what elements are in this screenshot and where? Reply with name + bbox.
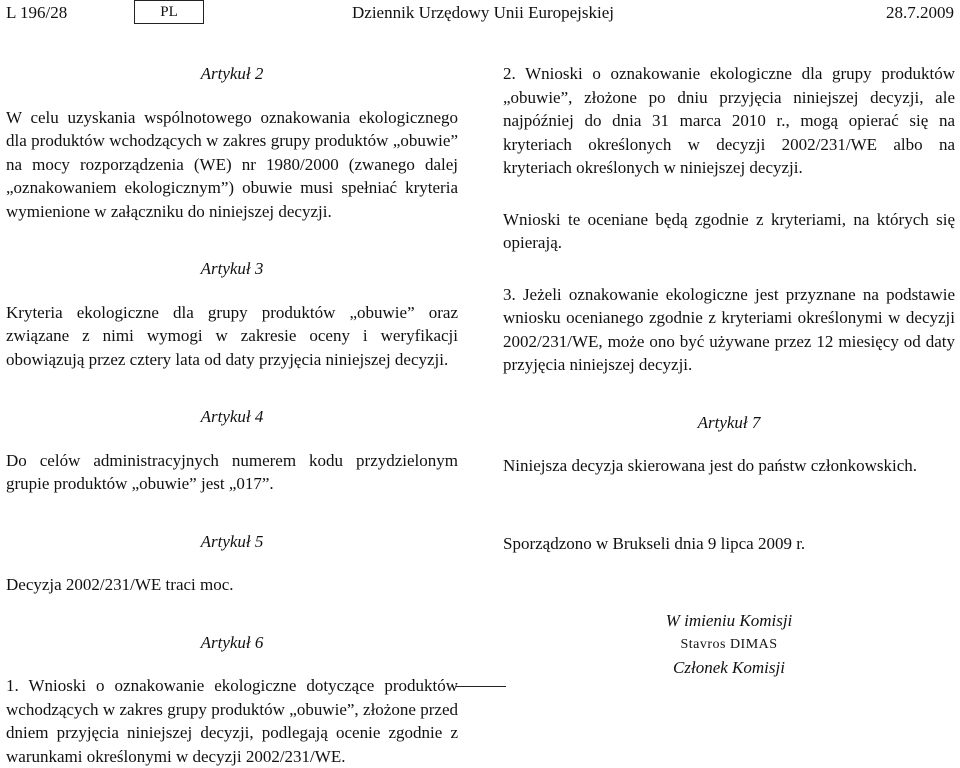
signatory-role: Członek Komisji [673, 658, 785, 677]
issue-date: 28.7.2009 [886, 3, 954, 22]
article-2-text: W celu uzyskania wspólnotowego oznakowania ekologicznego dla produktów wchodzących w zakres grupy produktów „obuwie” na mocy rozporządzenia (WE) nr 1980/2000 (zwanego dalej „oznakowaniem ekologicznym”) obuwie musi spełniać kryteria wymienione w załączniku do niniejszej decyzji. [6, 107, 458, 221]
article-6-title: Artykuł 6 [200, 632, 264, 652]
article-2-title: Artykuł 2 [200, 64, 264, 83]
page-header [0, 0, 960, 26]
article-4-text: Do celów administracyjnych numerem kodu przydzielonym grupie produktów „obuwie” jest „017”. [6, 450, 458, 493]
left-column [6, 62, 458, 768]
right-column [503, 62, 955, 680]
page-reference: L 196/28 [6, 3, 68, 22]
article-7-text: Niniejsza decyzja skierowana jest do państw członkowskich. [503, 456, 918, 475]
journal-title: Dziennik Urzędowy Unii Europejskiej [352, 3, 615, 22]
signatory-name: Stavros DIMAS [680, 636, 778, 652]
article-7-title: Artykuł 7 [697, 412, 761, 432]
signature-on-behalf: W imieniu Komisji [665, 611, 793, 630]
footnote-rule [456, 686, 506, 687]
article-4-title: Artykuł 4 [200, 407, 264, 426]
article-6-paragraph-2: 2. Wnioski o oznakowanie ekologiczne dla grupy produktów „obuwie”, złożone po dniu przyjęcia niniejszej decyzji, ale najpóźniej do dnia 31 marca 2010 r., mogą opierać się na kryteriach określonych w decyzji 2002/231/WE albo na kryteriach określonych w niniejszej decyzji. [503, 64, 955, 177]
article-6-paragraph-2-continued: Wnioski te oceniane będą zgodnie z kryteriami, na których się opierają. [503, 209, 955, 252]
article-5-title: Artykuł 5 [200, 531, 264, 551]
article-6-paragraph-1: 1. Wnioski o oznakowanie ekologiczne dotyczące produktów wchodzących w zakres grupy produktów „obuwie”, złożone przed dniem przyjęcia niniejszej decyzji, podlegają ocenie zgodnie z warunkami określonymi w decyzji 2002/231/WE. [6, 676, 458, 766]
done-at-statement: Sporządzono w Brukseli dnia 9 lipca 2009 r. [503, 533, 806, 553]
article-3-text: Kryteria ekologiczne dla grupy produktów „obuwie” oraz związane z nimi wymogi w zakresie oceny i weryfikacji obowiązują przez cztery lata od daty przyjęcia niniejszej decyzji. [6, 302, 458, 369]
article-6-paragraph-3: 3. Jeżeli oznakowanie ekologiczne jest przyznane na podstawie wniosku ocenianego zgodnie z kryteriami określonymi w decyzji 2002/231/WE, może ono być używane przez 12 miesięcy od daty przyjęcia niniejszej decyzji. [503, 284, 955, 374]
article-3-title: Artykuł 3 [200, 259, 264, 278]
language-badge: PL [134, 0, 204, 24]
article-5-text: Decyzja 2002/231/WE traci moc. [6, 575, 234, 594]
